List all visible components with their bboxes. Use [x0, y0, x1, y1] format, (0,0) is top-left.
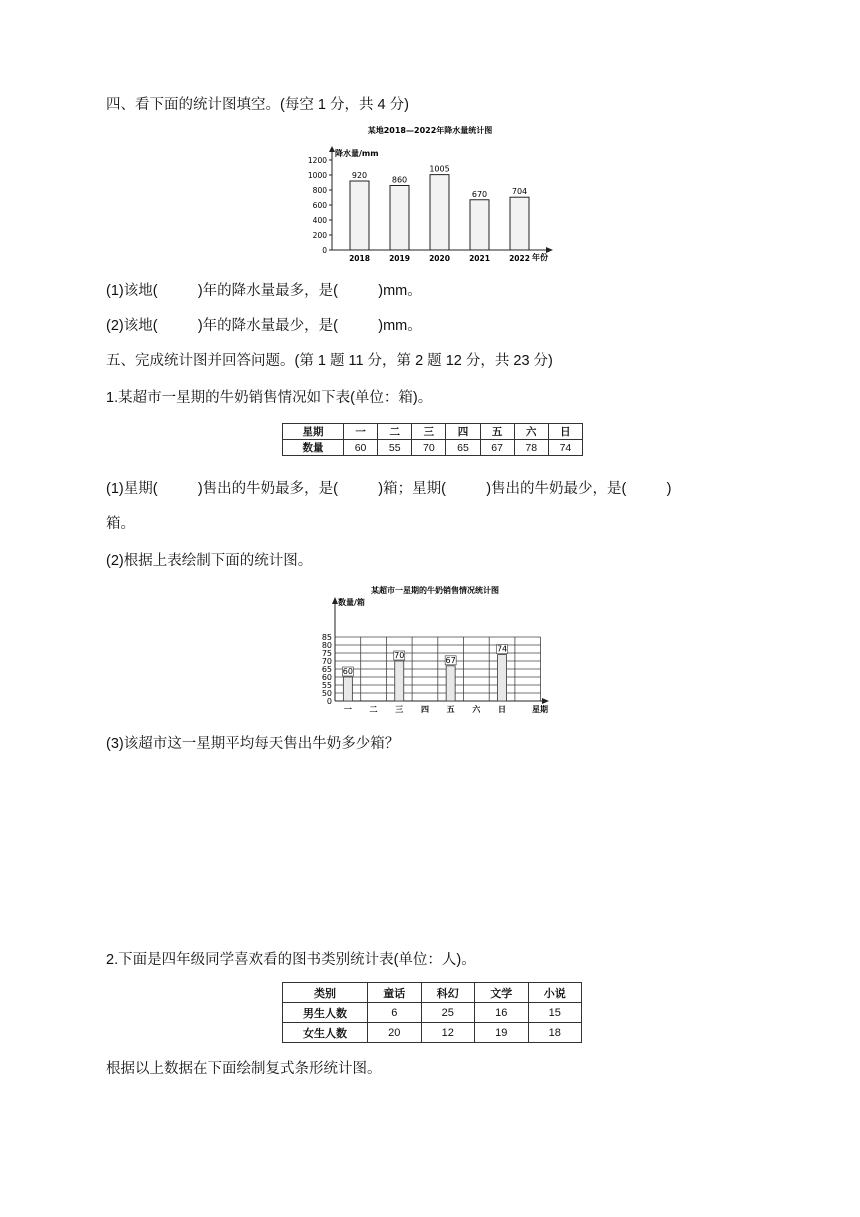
data-label: 74 — [496, 644, 508, 654]
y-tick-label: 800 — [312, 186, 327, 195]
y-tick-label: 65 — [321, 665, 332, 674]
data-label: 860 — [391, 175, 408, 185]
book-table-cell: 6 — [368, 1003, 422, 1023]
x-tick-label: 五 — [446, 705, 455, 714]
data-label: 60 — [342, 667, 353, 676]
book-table-header-cell: 小说 — [528, 983, 582, 1003]
x-axis-arrow — [542, 698, 549, 704]
x-tick-label: 2019 — [389, 254, 410, 263]
part1-question-3: (3)该超市这一星期平均每天售出牛奶多少箱？ — [106, 736, 400, 752]
part2-intro: 2.下面是四年级同学喜欢看的图书类别统计表(单位：人)。 — [106, 952, 476, 968]
y-tick-label: 0 — [322, 246, 327, 255]
section4-question-2: (2)该地( )年的降水量最少，是( )mm。 — [106, 318, 422, 334]
bar — [446, 666, 455, 701]
x-tick-label: 六 — [472, 705, 481, 714]
y-tick-label: 1200 — [307, 156, 327, 165]
milk-table-cell: 60 — [344, 440, 378, 456]
milk-table-cell: 78 — [514, 440, 548, 456]
y-tick-label: 600 — [312, 201, 327, 210]
milk-table-header-cell: 五 — [480, 424, 514, 440]
y-tick-label: 200 — [312, 231, 327, 240]
data-label: 1005 — [429, 164, 450, 174]
data-label: 704 — [511, 187, 528, 197]
y-tick-label: 70 — [321, 657, 332, 666]
x-tick-label: 2020 — [429, 254, 450, 263]
book-category-table — [282, 982, 582, 1043]
book-table-cell: 25 — [421, 1003, 475, 1023]
x-axis-label: 年份 — [532, 253, 548, 262]
book-table-cell: 12 — [421, 1023, 475, 1043]
rainfall-chart-svg — [300, 120, 560, 270]
y-tick-label: 85 — [321, 633, 332, 642]
y-tick-label: 50 — [321, 689, 332, 698]
book-table-row-boys — [283, 1003, 582, 1023]
part1-intro: 1.某超市一星期的牛奶销售情况如下表(单位：箱)。 — [106, 390, 433, 406]
milk-table-cell: 65 — [446, 440, 480, 456]
milk-table-cell: 55 — [378, 440, 412, 456]
book-table-row-girls — [283, 1023, 582, 1043]
bar — [395, 661, 404, 701]
x-tick-label: 日 — [498, 705, 507, 714]
y-tick-label: 75 — [321, 649, 332, 658]
data-label: 920 — [351, 171, 368, 180]
y-tick-label: 80 — [321, 641, 332, 650]
milk-table-header-cell: 一 — [344, 424, 378, 440]
chart-title: 某地2018—2022年降水量统计图 — [367, 126, 493, 135]
bar — [470, 200, 489, 250]
milk-table-cell: 数量 — [283, 440, 344, 456]
data-label: 67 — [445, 655, 456, 665]
data-label: 670 — [471, 189, 488, 199]
milk-table-data-row — [283, 440, 583, 456]
book-table-cell: 16 — [475, 1003, 529, 1023]
section4-question-1: (1)该地( )年的降水量最多，是( )mm。 — [106, 283, 422, 299]
rainfall-chart — [300, 120, 560, 275]
x-tick-label: 2022 — [509, 254, 530, 263]
x-tick-label: 二 — [369, 705, 378, 714]
x-tick-label: 一 — [343, 705, 352, 714]
milk-table-cell: 74 — [548, 440, 582, 456]
section4-heading: 四、看下面的统计图填空。(每空 1 分，共 4 分) — [106, 97, 409, 113]
milk-table-header-cell: 三 — [412, 424, 446, 440]
x-tick-label: 2018 — [349, 254, 370, 263]
bar — [390, 186, 409, 251]
bar — [343, 677, 352, 701]
part1-question-1-line2: 箱。 — [106, 516, 135, 532]
y-tick-label: 60 — [321, 673, 332, 682]
bar — [350, 181, 369, 250]
milk-table-cell: 67 — [480, 440, 514, 456]
book-table-header-cell: 类别 — [283, 983, 368, 1003]
milk-table-header-cell: 二 — [378, 424, 412, 440]
chart-title: 某超市一星期的牛奶销售情况统计图 — [371, 586, 499, 595]
milk-sales-chart-svg — [310, 582, 560, 717]
y-tick-label: 400 — [312, 216, 327, 225]
section5-heading: 五、完成统计图并回答问题。(第 1 题 11 分，第 2 题 12 分，共 23 分) — [106, 353, 553, 369]
bar — [430, 175, 449, 250]
book-table-cell: 女生人数 — [283, 1023, 368, 1043]
milk-sales-table — [282, 423, 583, 456]
x-tick-label: 四 — [420, 705, 429, 714]
x-tick-label: 三 — [395, 705, 404, 714]
book-table-header-cell: 科幻 — [421, 983, 475, 1003]
part2-instruction: 根据以上数据在下面绘制复式条形统计图。 — [106, 1061, 382, 1077]
y-axis-label: 降水量/mm — [335, 149, 379, 158]
milk-table-header-cell: 日 — [548, 424, 582, 440]
part1-question-1-line1: (1)星期( )售出的牛奶最多，是( )箱；星期( )售出的牛奶最少，是( ) — [106, 481, 672, 497]
book-table-cell: 15 — [528, 1003, 582, 1023]
book-table-header-cell: 童话 — [368, 983, 422, 1003]
y-axis-label: 数量/箱 — [338, 598, 365, 607]
x-tick-label: 2021 — [469, 254, 490, 263]
book-table-cell: 19 — [475, 1023, 529, 1043]
y-tick-label: 1000 — [307, 171, 327, 180]
milk-table-header-cell: 星期 — [283, 424, 344, 440]
milk-sales-chart — [310, 582, 560, 722]
data-label: 70 — [394, 651, 405, 660]
milk-table-header-cell: 四 — [446, 424, 480, 440]
book-table-cell: 男生人数 — [283, 1003, 368, 1023]
book-table-cell: 20 — [368, 1023, 422, 1043]
milk-table-header-cell: 六 — [514, 424, 548, 440]
book-table-cell: 18 — [528, 1023, 582, 1043]
y-tick-label: 55 — [321, 681, 332, 690]
book-table-header-row — [283, 983, 582, 1003]
part1-question-2: (2)根据上表绘制下面的统计图。 — [106, 553, 313, 569]
y-tick-label: 0 — [326, 697, 332, 706]
milk-table-header-row — [283, 424, 583, 440]
book-table-header-cell: 文学 — [475, 983, 529, 1003]
bar — [498, 655, 507, 701]
milk-table-cell: 70 — [412, 440, 446, 456]
bar — [510, 197, 529, 250]
x-axis-label: 星期 — [532, 705, 548, 714]
